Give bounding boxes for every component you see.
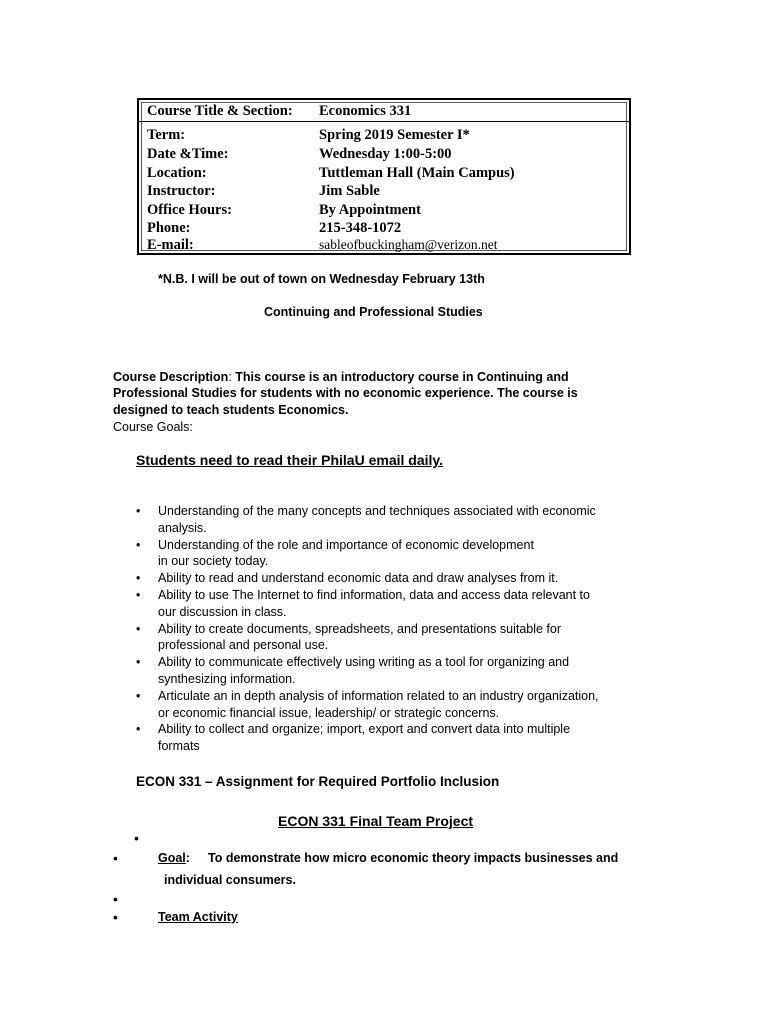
goal-line: Ability to read and understand economic data and draw analyses from it.: [158, 571, 559, 586]
goal-text-line1: To demonstrate how micro economic theory impacts businesses and: [208, 851, 619, 865]
bullet-icon: •: [136, 688, 141, 703]
course-description-text1: This course is an introductory course in Continuing and: [231, 370, 569, 384]
bullet-icon: •: [136, 537, 141, 552]
list-item: [136, 688, 656, 722]
course-info-table: [137, 98, 631, 255]
list-item: [136, 721, 656, 755]
email-link[interactable]: sableofbuckingham@verizon.net: [319, 237, 498, 252]
goal-text-line2: individual consumers.: [164, 873, 296, 887]
course-description-line1: [113, 370, 569, 384]
course-title-value: Economics 331: [319, 103, 412, 119]
course-info-divider: [139, 121, 629, 122]
email-label: E-mail:: [147, 237, 194, 253]
list-item: [136, 537, 656, 571]
course-description-line2: Professional Studies for students with no economic experience. The course is: [113, 386, 578, 400]
course-description-label: Course Description: [113, 370, 229, 384]
bullet-icon: •: [136, 722, 141, 737]
nb-note: *N.B. I will be out of town on Wednesday February 13th: [158, 272, 485, 286]
phone-value: 215-348-1072: [319, 220, 402, 236]
goal-line: Ability to use The Internet to find information, data and access data relevant to: [158, 587, 590, 602]
goal-line: Understanding of the role and importance of economic development: [158, 537, 534, 552]
department-heading: Continuing and Professional Studies: [264, 305, 483, 319]
goal-label: Goal: [158, 851, 186, 865]
bullet-icon: •: [136, 621, 141, 636]
bullet-icon: •: [113, 850, 118, 866]
office-hours-label: Office Hours:: [147, 202, 232, 218]
list-item: [136, 570, 656, 587]
bullet-icon: •: [113, 891, 118, 907]
goal-line: Ability to create documents, spreadsheets, and presentations suitable for: [158, 621, 562, 636]
team-activity-heading: Team Activity: [158, 910, 238, 924]
goal-line: or economic financial issue, leadership/ or strategic concerns.: [158, 705, 500, 720]
goal-line: synthesizing information.: [158, 671, 296, 686]
goal-line: Ability to communicate effectively using writing as a tool for organizing and: [158, 655, 570, 670]
course-description-colon: :: [228, 370, 232, 384]
list-item: [136, 503, 656, 537]
bullet-icon: •: [113, 909, 118, 925]
term-label: Term:: [147, 127, 186, 143]
list-item: [136, 587, 656, 621]
instructor-label: Instructor:: [147, 183, 216, 199]
goal-line: formats: [158, 739, 200, 754]
bullet-icon: •: [136, 504, 141, 518]
course-title-label: Course Title & Section:: [147, 103, 293, 119]
goal-colon: :: [185, 851, 190, 865]
list-item: [136, 621, 656, 655]
goal-line: analysis.: [158, 520, 207, 535]
location-value: Tuttleman Hall (Main Campus): [319, 165, 515, 181]
office-hours-value: By Appointment: [319, 202, 421, 218]
goal-line: Ability to collect and organize; import, export and convert data into multiple: [158, 722, 571, 737]
list-item: [136, 654, 656, 688]
bullet-icon: •: [136, 587, 141, 602]
bullet-icon: •: [134, 830, 139, 846]
portfolio-heading: ECON 331 – Assignment for Required Portfolio Inclusion: [136, 774, 500, 789]
goal-line: in our society today.: [158, 554, 269, 569]
phone-label: Phone:: [147, 220, 191, 236]
instructor-value: Jim Sable: [319, 183, 380, 199]
course-goals-list: [136, 503, 656, 755]
final-project-heading: ECON 331 Final Team Project: [278, 813, 474, 829]
term-value: Spring 2019 Semester I*: [319, 127, 470, 143]
date-time-label: Date &Time:: [147, 146, 229, 162]
course-goals-heading: Course Goals:: [113, 420, 193, 434]
date-time-value: Wednesday 1:00-5:00: [319, 146, 452, 162]
goal-label-line: [158, 851, 190, 865]
email-notice: Students need to read their PhilaU email daily.: [136, 452, 444, 468]
bullet-icon: •: [136, 571, 141, 586]
goal-line: professional and personal use.: [158, 638, 329, 653]
goal-line: our discussion in class.: [158, 604, 287, 619]
course-description-line3: designed to teach students Economics.: [113, 403, 349, 417]
location-label: Location:: [147, 165, 207, 181]
goal-line: Understanding of the many concepts and techniques associated with economic: [158, 504, 596, 518]
bullet-icon: •: [136, 655, 141, 670]
goal-line: Articulate an in depth analysis of information related to an industry organization,: [158, 688, 599, 703]
